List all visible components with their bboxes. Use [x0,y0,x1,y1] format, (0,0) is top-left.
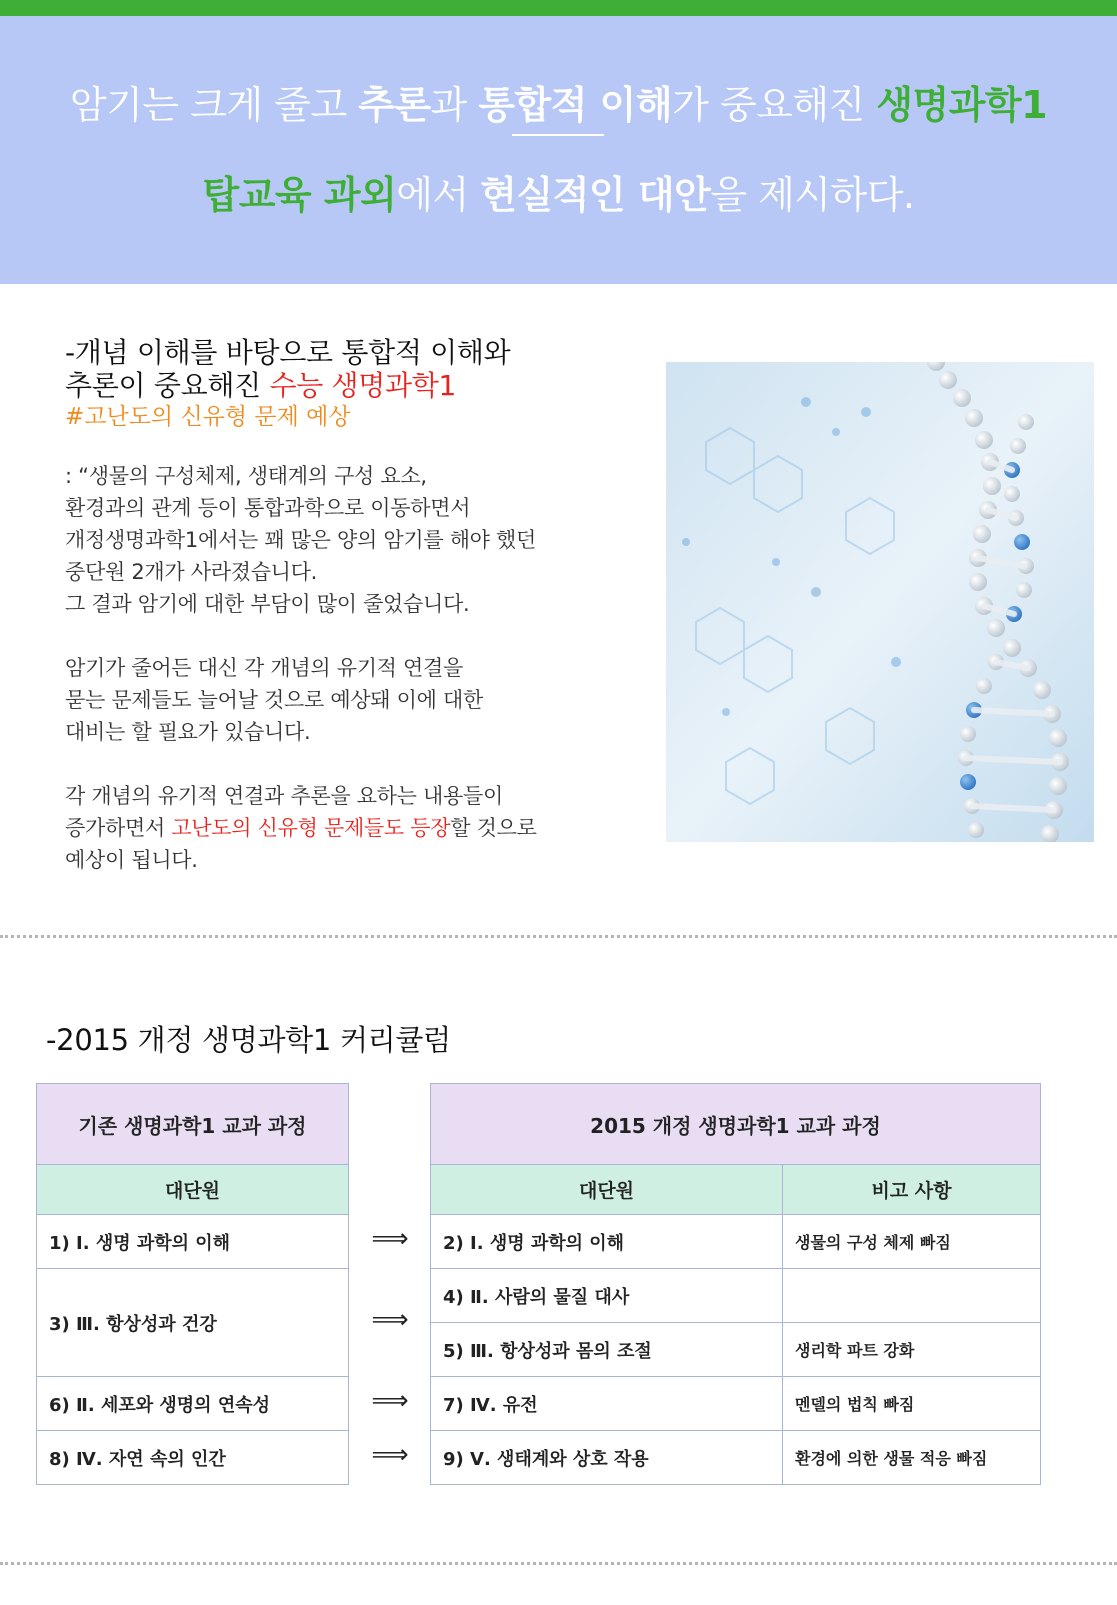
intro-hashtag: #고난도의 신유형 문제 예상 [65,404,351,430]
intro-paragraph-2: 암기가 줄어든 대신 각 개념의 유기적 연결을 묻는 문제들도 늘어날 것으로 예상돼 이에 대한 대비는 할 필요가 있습니다. [65,656,483,744]
dna-helix-image [666,362,1094,842]
old-curriculum-table [36,1083,349,1485]
banner-divider [512,134,604,136]
intro-body [65,460,655,876]
arrow-icon: ⟹ [371,1386,409,1416]
old-table-subheader: 대단원 [37,1165,349,1215]
banner-headline-line1: 암기는 크게 줄고 추론과 통합적 이해가 중요해진 생명과학1 [69,83,1048,127]
table-row: 4) Ⅱ. 사람의 물질 대사 [431,1269,1041,1323]
section-divider-2 [0,1562,1117,1565]
new-curriculum-table [430,1083,1041,1485]
new-table-subheader-unit: 대단원 [431,1165,783,1215]
arrow-icon: ⟹ [371,1224,409,1254]
new-table-subheader-note: 비고 사항 [783,1165,1041,1215]
arrow-icon: ⟹ [371,1440,409,1470]
table-row: 7) Ⅳ. 유전 멘델의 법칙 빠짐 [431,1377,1041,1431]
old-table-header: 기존 생명과학1 교과 과정 [37,1084,349,1165]
new-table-header: 2015 개정 생명과학1 교과 과정 [431,1084,1041,1165]
headline-banner [0,16,1117,284]
table-row: 6) Ⅱ. 세포와 생명의 연속성 [37,1377,349,1431]
table-row: 8) Ⅳ. 자연 속의 인간 [37,1431,349,1485]
table-row: 2) Ⅰ. 생명 과학의 이해 생물의 구성 체제 빠짐 [431,1215,1041,1269]
dna-helix-icon [666,362,1094,842]
intro-paragraph-1: : “생물의 구성체제, 생태계의 구성 요소, 환경과의 관계 등이 통합과학으로 이동하면서 개정생명과학1에서는 꽤 많은 양의 암기를 해야 했던 중단원 2개가 사라졌습니다. 그 결과 암기에 대한 부담이 많이 줄었습니다. [65,464,537,616]
table-row: 3) Ⅲ. 항상성과 건강 [37,1269,349,1377]
intro-heading: -개념 이해를 바탕으로 통합적 이해와 추론이 중요해진 수능 생명과학1 [65,336,511,402]
table-row: 9) Ⅴ. 생태계와 상호 작용 환경에 의한 생물 적응 빠짐 [431,1431,1041,1485]
arrow-icon: ⟹ [371,1305,409,1335]
intro-paragraph-3: 각 개념의 유기적 연결과 추론을 요하는 내용들이 증가하면서 고난도의 신유형 문제들도 등장할 것으로 예상이 됩니다. [65,784,537,872]
top-accent-bar [0,0,1117,16]
section-divider-1 [0,935,1117,938]
intro-section [65,336,655,876]
table-row: 5) Ⅲ. 항상성과 몸의 조절 생리학 파트 강화 [431,1323,1041,1377]
table-row: 1) Ⅰ. 생명 과학의 이해 [37,1215,349,1269]
curriculum-title: -2015 개정 생명과학1 커리큘럼 [46,1023,451,1057]
banner-headline-line2: 탑교육 과외에서 현실적인 대안을 제시하다. [202,173,915,217]
